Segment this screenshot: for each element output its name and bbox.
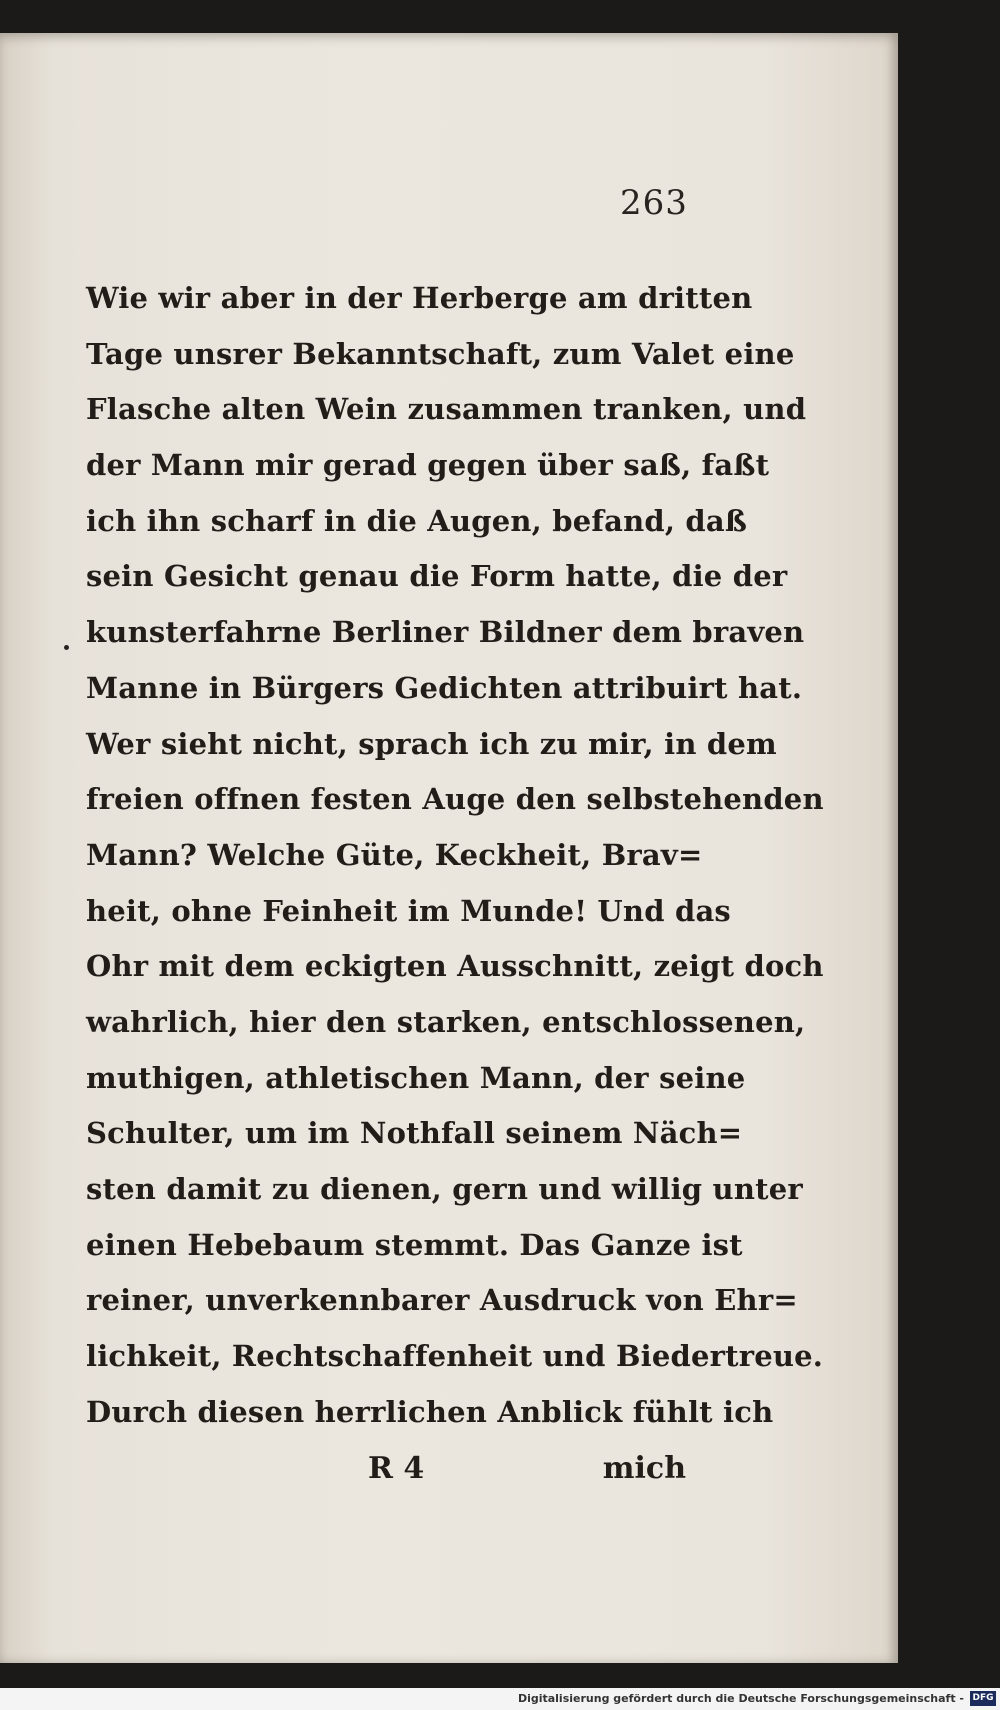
text-line: freien offnen festen Auge den selbstehenden — [86, 782, 824, 817]
text-line: Tage unsrer Bekanntschaft, zum Valet eine — [86, 336, 795, 371]
text-line: Schulter, um im Nothfall seinem Näch= — [86, 1116, 743, 1151]
page-footer — [86, 1451, 686, 1507]
credit-bar — [0, 1688, 1000, 1710]
text-line: Mann? Welche Güte, Keckheit, Brav= — [86, 837, 703, 872]
text-line: der Mann mir gerad gegen über saß, faßt — [86, 448, 770, 483]
page-number: 263 — [620, 183, 688, 223]
text-line: ich ihn scharf in die Augen, befand, daß — [86, 503, 748, 538]
text-line: Durch diesen herrlichen Anblick fühlt ich — [86, 1394, 774, 1429]
text-block — [86, 271, 824, 1440]
catchword: mich — [602, 1451, 686, 1486]
signature-mark: R 4 — [368, 1451, 425, 1486]
text-line: wahrlich, hier den starken, entschlossenen, — [86, 1004, 806, 1039]
book-page — [0, 33, 898, 1663]
funding-credit: Digitalisierung gefördert durch die Deutsche Forschungsgemeinschaft - — [517, 1692, 964, 1705]
text-line: kunsterfahrne Berliner Bildner dem braven — [86, 615, 805, 650]
dfg-logo: DFG — [970, 1691, 996, 1706]
text-line: Wer sieht nicht, sprach ich zu mir, in dem — [86, 726, 777, 761]
text-line: einen Hebebaum stemmt. Das Ganze ist — [86, 1227, 743, 1262]
text-line: Manne in Bürgers Gedichten attribuirt hat. — [86, 670, 803, 705]
text-line: Ohr mit dem eckigten Ausschnitt, zeigt doch — [86, 949, 824, 984]
text-line: reiner, unverkennbarer Ausdruck von Ehr= — [86, 1283, 798, 1318]
text-line: lichkeit, Rechtschaffenheit und Biedertreue. — [86, 1339, 824, 1374]
margin-mark — [64, 645, 69, 650]
text-line: Flasche alten Wein zusammen tranken, und — [86, 392, 807, 427]
text-line: sten damit zu dienen, gern und willig unter — [86, 1172, 803, 1206]
text-line: sein Gesicht genau die Form hatte, die der — [86, 559, 788, 594]
text-line: Wie wir aber in der Herberge am dritten — [86, 281, 753, 315]
text-line: heit, ohne Feinheit im Munde! Und das — [86, 893, 731, 928]
text-line: muthigen, athletischen Mann, der seine — [86, 1060, 746, 1095]
